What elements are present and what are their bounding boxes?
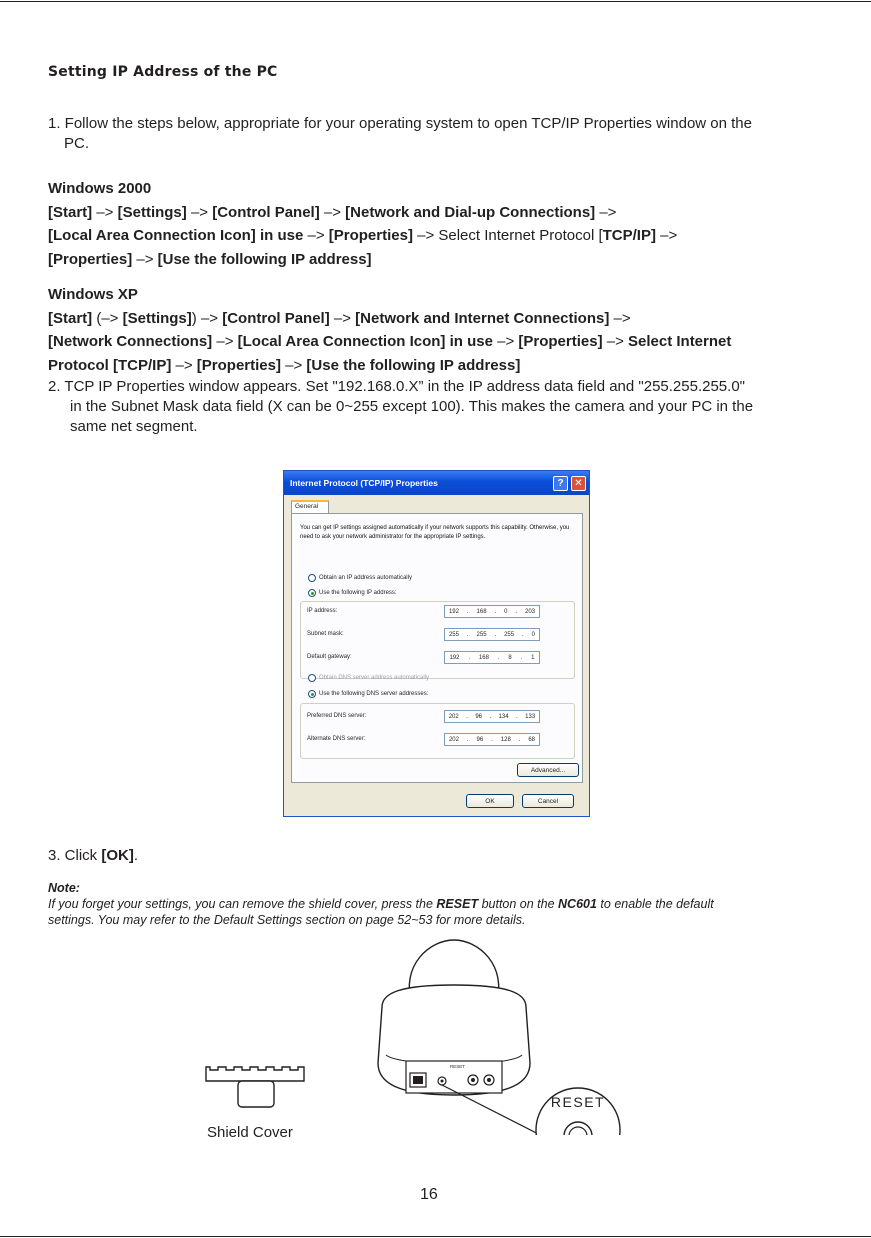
- step-2-line-3: same net segment.: [70, 418, 198, 435]
- windows-2000-heading: Windows 2000: [48, 180, 152, 197]
- note-line-2: settings. You may refer to the Default Settings section on page 52~53 for more details.: [48, 913, 526, 927]
- radio-use-following-dns[interactable]: [308, 690, 428, 698]
- radio-dot: [308, 674, 316, 682]
- step-3: [48, 846, 138, 866]
- default-gateway-input[interactable]: 192 . 168 . 8 . 1: [444, 651, 540, 664]
- octet: 0: [504, 608, 508, 615]
- arrow: –>: [492, 333, 519, 350]
- ip-address-input[interactable]: 192 . 168 . 0 . 203: [444, 605, 540, 618]
- shield-cover-caption: Shield Cover: [207, 1124, 293, 1141]
- reset-callout: [536, 1088, 620, 1135]
- arrow: ) –>: [191, 309, 223, 327]
- path-network-dialup: [Network and Dial-up Connections]: [345, 203, 596, 221]
- radio-use-following-ip[interactable]: [308, 589, 397, 597]
- step-2-line-1: 2. TCP IP Properties window appears. Set "192.168.0.X” in the IP address data field and "255.255.255.0": [48, 378, 745, 395]
- camera-illustration: [200, 935, 640, 1135]
- octet: 96: [475, 713, 482, 720]
- radio-dot: [308, 690, 316, 698]
- path-start: [Start]: [48, 309, 93, 327]
- octet: 202: [448, 736, 459, 743]
- windows-xp-line-3: [48, 354, 848, 378]
- arrow: –>: [132, 250, 158, 268]
- radio-obtain-dns-auto[interactable]: [308, 674, 429, 682]
- octet: 255: [504, 631, 515, 638]
- octet: 0: [531, 631, 535, 638]
- ip-settings-group: [300, 601, 575, 679]
- arrow: –>: [186, 203, 213, 221]
- path-properties: [Properties]: [328, 227, 413, 244]
- path-settings: [Settings]: [122, 309, 192, 327]
- windows-2000-line-3: [48, 248, 848, 272]
- camera-body-drawing: [378, 940, 560, 1135]
- cancel-button[interactable]: Cancel: [522, 794, 574, 808]
- radio-label: Obtain DNS server address automatically: [319, 675, 430, 681]
- subnet-mask-input[interactable]: 255 . 255 . 255 . 0: [444, 628, 540, 641]
- radio-label: Obtain an IP address automatically: [319, 575, 412, 581]
- step-1-line-2: PC.: [64, 135, 90, 152]
- windows-xp-heading: Windows XP: [48, 286, 138, 303]
- arrow: –>: [280, 356, 307, 374]
- path-use-ip: [Use the following IP address]: [157, 250, 372, 268]
- note-model: NC601: [558, 897, 597, 911]
- radio-dot: [308, 574, 316, 582]
- path-select-internet: Select Internet: [628, 333, 732, 350]
- octet: 203: [524, 608, 535, 615]
- step-1: [48, 114, 838, 154]
- step-3-text: 3. Click: [48, 847, 102, 864]
- arrow: –>: [171, 356, 197, 374]
- alternate-dns-input[interactable]: 202 . 96 . 128 . 68: [444, 733, 540, 746]
- default-gateway-label: Default gateway:: [307, 654, 352, 660]
- path-lan-icon: [Local Area Connection Icon] in use: [48, 227, 304, 244]
- arrow: (–>: [92, 309, 123, 327]
- windows-xp-line-2: [48, 330, 848, 354]
- step-1-line-1: 1. Follow the steps below, appropriate for your operating system to open TCP/IP Properties window on the: [48, 115, 752, 132]
- path-control-panel: [Control Panel]: [212, 203, 320, 221]
- alternate-dns-label: Alternate DNS server:: [307, 736, 366, 742]
- path-select-protocol: Select Internet Protocol [: [438, 227, 603, 244]
- octet: 202: [448, 713, 459, 720]
- arrow: –>: [609, 309, 631, 327]
- windows-2000-line-1: [48, 201, 848, 225]
- note-text: If you forget your settings, you can remove the shield cover, press the: [48, 897, 437, 911]
- radio-label: Use the following DNS server addresses:: [319, 691, 429, 697]
- windows-xp-steps: [48, 283, 848, 377]
- path-tcpip: TCP/IP]: [602, 227, 656, 244]
- page-title: Setting IP Address of the PC: [48, 64, 278, 80]
- arrow: –>: [602, 333, 628, 350]
- octet: 168: [478, 654, 489, 661]
- octet: 134: [498, 713, 509, 720]
- note-label: Note:: [48, 881, 80, 895]
- octet: 255: [448, 631, 459, 638]
- path-settings: [Settings]: [117, 203, 187, 221]
- dialog-intro-text: You can get IP settings assigned automatically if your network supports this capability. Otherwise, you need to ask your network administrator for the appropriate IP settings.: [300, 525, 570, 540]
- octet: 192: [448, 608, 459, 615]
- arrow: –>: [595, 203, 617, 221]
- arrow: –>: [319, 203, 346, 221]
- octet: 1: [531, 654, 535, 661]
- path-protocol-tcpip: Protocol [TCP/IP]: [48, 356, 172, 374]
- octet: 192: [449, 654, 460, 661]
- radio-dot: [308, 589, 316, 597]
- close-icon[interactable]: ✕: [571, 476, 586, 491]
- arrow: –>: [303, 227, 329, 244]
- step-2-line-2: in the Subnet Mask data field (X can be 0~255 except 100). This makes the camera and your PC in the: [70, 398, 754, 415]
- general-panel: [291, 513, 583, 783]
- panel-reset-label: RESET: [450, 1064, 466, 1069]
- arrow: –>: [329, 309, 356, 327]
- tcpip-properties-dialog: [283, 470, 590, 817]
- windows-2000-line-2: [48, 224, 848, 248]
- windows-2000-steps: [48, 177, 848, 271]
- page-number: 16: [420, 1186, 438, 1203]
- octet: 8: [508, 654, 512, 661]
- path-start: [Start]: [48, 203, 93, 221]
- arrow: –>: [655, 227, 678, 244]
- path-properties: [Properties]: [518, 333, 603, 350]
- octet: 168: [476, 608, 487, 615]
- bottom-rule: [0, 1236, 871, 1237]
- radio-obtain-ip-auto[interactable]: [308, 574, 412, 582]
- dns-settings-group: [300, 703, 575, 759]
- note: [48, 880, 838, 928]
- path-properties: [Properties]: [196, 356, 281, 374]
- octet: 96: [476, 736, 484, 743]
- tab-general[interactable]: General: [291, 500, 329, 514]
- advanced-button[interactable]: Advanced...: [517, 763, 579, 777]
- reset-callout-label: RESET: [550, 1094, 606, 1110]
- path-network-connections: [Network Connections]: [48, 333, 213, 350]
- step-3-ok: [OK]: [101, 847, 134, 864]
- octet: 255: [476, 631, 487, 638]
- ip-address-label: IP address:: [307, 608, 338, 614]
- octet: 128: [500, 736, 511, 743]
- shield-cover-drawing: [206, 1067, 304, 1107]
- help-icon[interactable]: ?: [553, 476, 568, 491]
- ok-button[interactable]: OK: [466, 794, 514, 808]
- note-text: to enable the default: [596, 897, 714, 911]
- path-network-internet: [Network and Internet Connections]: [355, 309, 610, 327]
- preferred-dns-input[interactable]: 202 . 96 . 134 . 133: [444, 710, 540, 723]
- preferred-dns-label: Preferred DNS server:: [307, 713, 367, 719]
- step-2: [48, 377, 838, 437]
- note-text: button on the: [478, 897, 559, 911]
- top-rule: [0, 1, 871, 2]
- path-properties: [Properties]: [48, 250, 133, 268]
- path-use-ip: [Use the following IP address]: [306, 356, 521, 374]
- dialog-titlebar: [284, 471, 589, 495]
- arrow: –>: [92, 203, 118, 221]
- dialog-title: Internet Protocol (TCP/IP) Properties: [290, 478, 438, 488]
- subnet-mask-label: Subnet mask:: [307, 631, 344, 637]
- octet: 133: [525, 713, 536, 720]
- windows-xp-line-1: [48, 307, 848, 331]
- note-line-1: [48, 896, 838, 912]
- octet: 68: [528, 736, 536, 743]
- radio-label: Use the following IP address:: [319, 590, 397, 596]
- arrow: –>: [412, 227, 439, 244]
- path-lan-icon: [Local Area Connection Icon] in use: [237, 333, 493, 350]
- arrow: –>: [212, 333, 238, 350]
- note-reset: RESET: [436, 897, 479, 911]
- step-3-period: .: [133, 847, 139, 864]
- path-control-panel: [Control Panel]: [222, 309, 330, 327]
